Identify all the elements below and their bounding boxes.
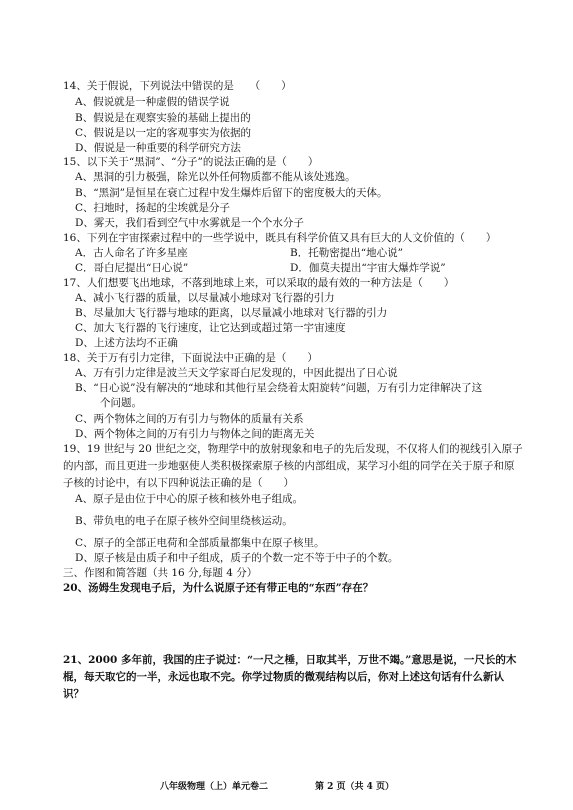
footer-page-number: 第 2 页（共 4 页）	[315, 782, 395, 792]
question-18-option-c: C、两个物体之间的万有引力与物体的质量有关系	[75, 413, 304, 425]
question-19-stem: 19、19 世纪与 20 世纪之交，物理学中的放射现象和电子的先后发现，不仅将人们的视线引入原子的内部，而且更进一步地驱使人类积极探索原子核的内部组成，某学习小组的同学在关于原子和原子核的讨论中，有以下四种说法正确的是（ ）	[63, 443, 523, 489]
question-16-option-d: D．伽莫夫提出“宇宙大爆炸学说”	[290, 262, 446, 274]
question-15-option-d: D、雾天，我们看到空气中水雾就是一个个水分子	[75, 217, 304, 229]
question-14-option-b: B、假说是在观察实验的基础上提出的	[75, 112, 251, 124]
question-21: 21、2000 多年前，我国的庄子说过：“一尺之棰，日取其半，万世不竭。”意思是说，一尺长的木棍，每天取它的一半，永远也取不完。你学过物质的微观结构以后，你对上述这句话有什么新认识？	[63, 654, 517, 700]
question-16-option-c: C．哥白尼提出“日心说”	[75, 262, 189, 274]
question-15-option-b: B、“黑洞”是恒星在衰亡过程中发生爆炸后留下的密度极大的天体。	[75, 187, 388, 199]
question-16-option-a: A．古人命名了许多星座	[75, 247, 188, 259]
question-19-option-d: D、原子核是由质子和中子组成，质子的个数一定不等于中子的个数。	[75, 552, 399, 564]
question-19-option-c: C、原子的全部正电荷和全部质量都集中在原子核里。	[75, 537, 325, 549]
question-17-stem: 17、人们想要飞出地球，不落到地球上来，可以采取的最有效的一种方法是（ ）	[63, 277, 455, 289]
question-18-option-d: D、两个物体之间的万有引力与物体之间的距离无关	[75, 428, 315, 440]
question-20: 20、汤姆生发现电子后，为什么说原子还有带正电的“东西”存在？	[63, 582, 374, 594]
question-18-option-a: A、万有引力定律是波兰天文学家哥白尼发现的，中因此提出了日心说	[75, 367, 398, 379]
question-17-option-a: A、减小飞行器的质量，以尽量减小地球对飞行器的引力	[75, 292, 335, 304]
question-15-option-a: A、黑洞的引力极强，除光以外任何物质都不能从该处逃逸。	[75, 171, 356, 183]
footer-exam-title: 八年级物理（上）单元卷二	[160, 782, 269, 792]
question-16-option-b: B．托勒密提出“地心说”	[290, 247, 403, 259]
question-15-stem: 15、以下关于“黑洞”、“分子”的说法正确的是（ ）	[63, 156, 319, 168]
question-17-option-c: C、加大飞行器的飞行速度，让它达到或超过第一宇宙速度	[75, 322, 346, 334]
question-16-stem: 16、下列在宇宙探索过程中的一些学说中，既具有科学价值又具有巨大的人文价值的（ ）	[63, 232, 497, 244]
question-19-option-b: B、带负电的电子在原子核外空间里绕核运动。	[75, 515, 293, 527]
question-17-option-d: D、上述方法均不正确	[75, 337, 178, 349]
question-18-option-b-line2: 个问题。	[100, 397, 142, 409]
question-14-option-d: D、假说是一种重要的科学研究方法	[75, 142, 241, 154]
question-14-option-c: C、假说是以一定的客观事实为依据的	[75, 127, 252, 139]
question-18-option-b-line1: B、“日心说”没有解决的“地球和其他行星会绕着太阳旋转”问题，万有引力定律解决了这	[75, 382, 483, 394]
question-15-option-c: C、扫地时，扬起的尘埃就是分子	[75, 202, 231, 214]
question-19-option-a: A、原子是由位于中心的原子核和核外电子组成。	[75, 493, 304, 505]
question-18-stem: 18、关于万有引力定律，下面说法中正确的是（ ）	[63, 352, 318, 364]
question-17-option-b: B、尽量加大飞行器与地球的距离，以尽量减小地球对飞行器的引力	[75, 307, 388, 319]
section-3-heading: 三、作图和简答题（共 16 分,每题 4 分）	[63, 567, 258, 579]
question-14-option-a: A、假说就是一种虚假的错误学说	[75, 96, 230, 108]
question-14-stem: 14、关于假说，下列说法中错误的是 （ ）	[63, 80, 292, 92]
